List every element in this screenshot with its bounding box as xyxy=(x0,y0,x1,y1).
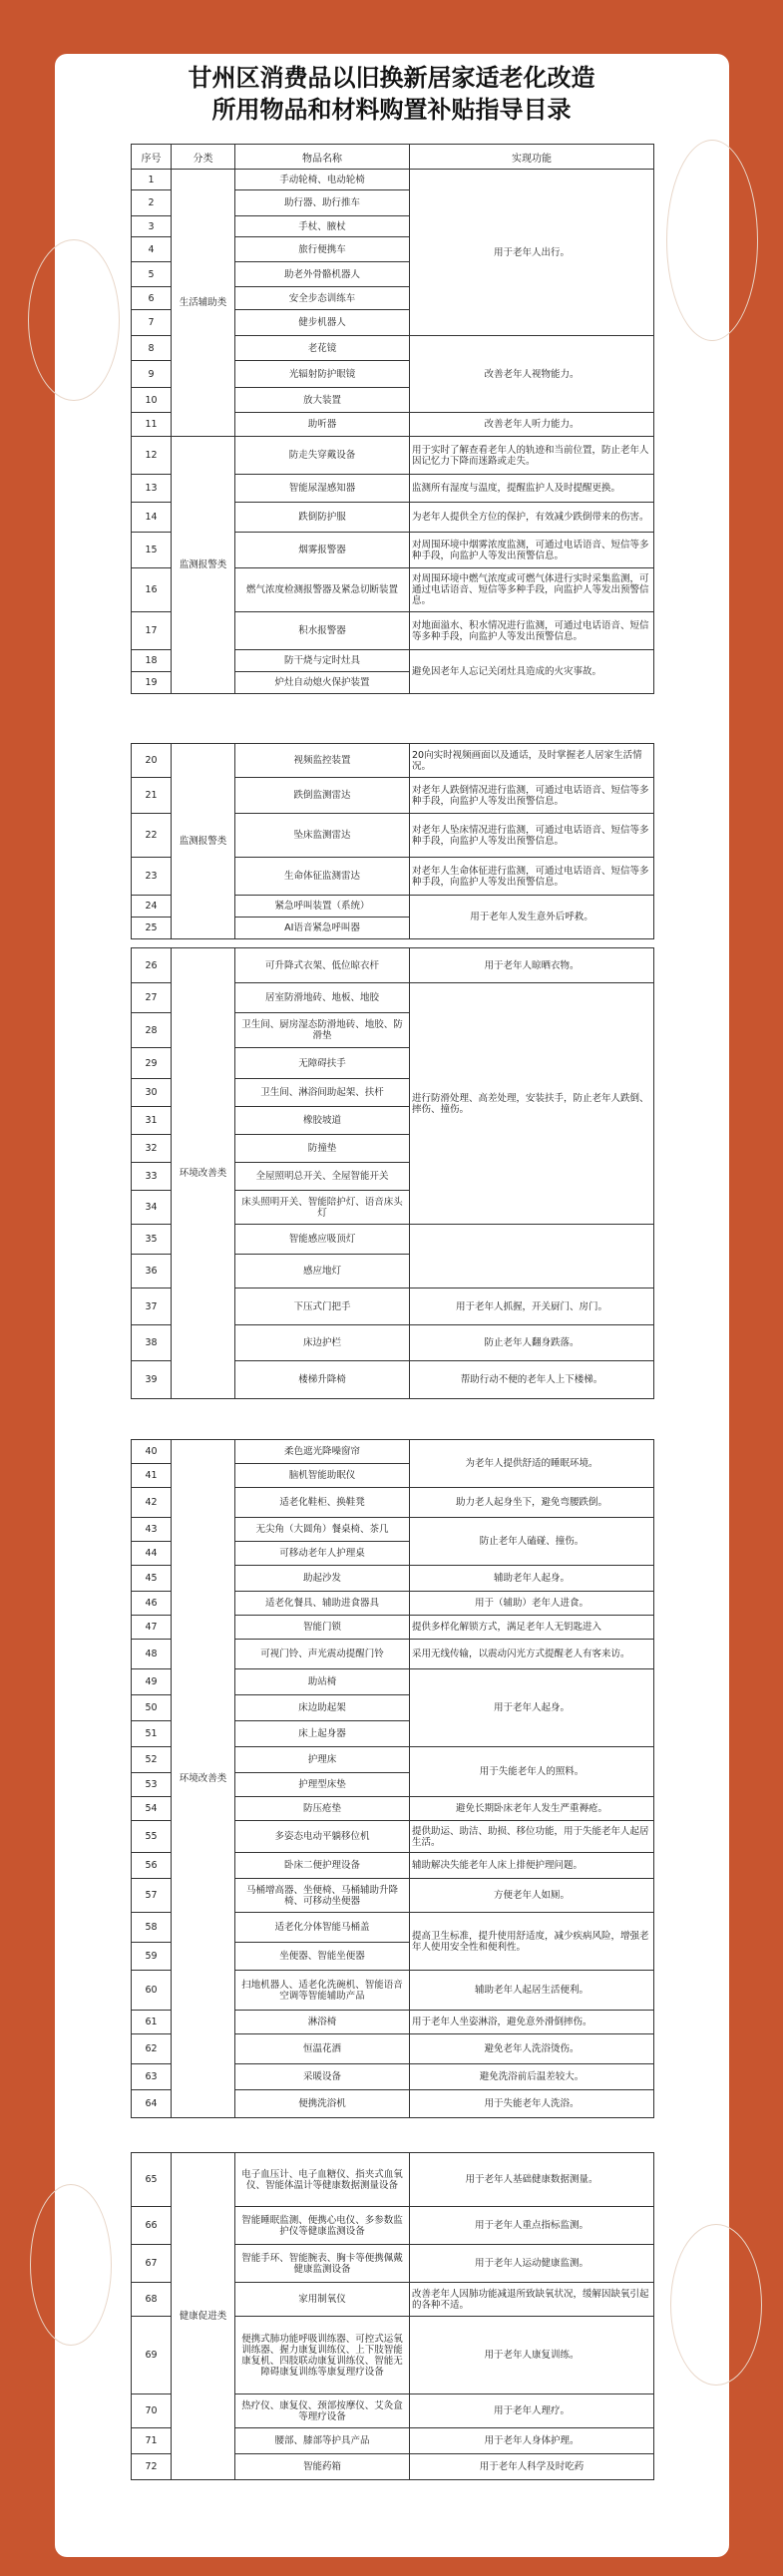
item-name-cell: 智能药箱 xyxy=(235,2454,410,2480)
item-name-cell: 适老化餐具、辅助进食器具 xyxy=(235,1592,410,1616)
row-number-cell: 13 xyxy=(132,475,172,503)
table-header-row xyxy=(132,145,654,170)
decorative-flourish-bottom-left xyxy=(30,2184,112,2346)
row-number-cell: 55 xyxy=(132,1821,172,1853)
function-cell: 为老年人提供舒适的睡眠环境。 xyxy=(410,1440,654,1488)
row-number-cell: 35 xyxy=(132,1225,172,1255)
row-number-cell: 43 xyxy=(132,1518,172,1542)
function-cell: 辅助解决失能老年人床上排便护理问题。 xyxy=(410,1853,654,1879)
item-name-cell: 楼梯升降椅 xyxy=(235,1361,410,1399)
row-number-cell: 49 xyxy=(132,1669,172,1695)
row-number-cell: 57 xyxy=(132,1879,172,1913)
item-name-cell: 家用制氧仪 xyxy=(235,2283,410,2317)
item-name-cell: 防撞垫 xyxy=(235,1135,410,1163)
item-name-cell: 床边护栏 xyxy=(235,1325,410,1361)
function-cell: 监测所有湿度与温度，提醒监护人及时提醒更换。 xyxy=(410,475,654,503)
function-cell: 助力老人起身坐下，避免弯腰跌倒。 xyxy=(410,1488,654,1518)
function-cell: 提供助运、助洁、助损、移位功能，用于失能老年人起居生活。 xyxy=(410,1821,654,1853)
item-name-cell: 坐便器、智能坐便器 xyxy=(235,1943,410,1971)
row-number-cell: 12 xyxy=(132,437,172,475)
function-cell: 采用无线传输，以震动闪光方式提醒老人有客来访。 xyxy=(410,1640,654,1669)
item-name-cell: 脑机智能助眠仪 xyxy=(235,1464,410,1488)
function-cell: 防止老年人磕碰、撞伤。 xyxy=(410,1518,654,1566)
row-number-cell: 60 xyxy=(132,1971,172,2011)
row-number-cell: 2 xyxy=(132,190,172,216)
function-cell: 用于老年人抓握，开关厨门、房门。 xyxy=(410,1288,654,1325)
item-name-cell: 助老外骨骼机器人 xyxy=(235,262,410,287)
function-cell: 用于实时了解查看老年人的轨迹和当前位置，防止老年人因记忆力下降而迷路或走失。 xyxy=(410,437,654,475)
function-cell: 对周围环境中燃气浓度或可燃气体进行实时采集监测，可通过电话语音、短信等多种手段，向监护人等发出预警信息。 xyxy=(410,568,654,612)
item-name-cell: 老花镜 xyxy=(235,336,410,361)
row-number-cell: 45 xyxy=(132,1566,172,1592)
row-number-cell: 69 xyxy=(132,2317,172,2394)
table-segment xyxy=(131,743,653,939)
row-number-cell: 65 xyxy=(132,2153,172,2207)
function-cell: 避免长期卧床老年人发生严重褥疮。 xyxy=(410,1797,654,1821)
row-number-cell: 5 xyxy=(132,262,172,287)
decorative-flourish-bottom-right xyxy=(670,2224,762,2386)
item-name-cell: 卫生间、淋浴间助起架、扶杆 xyxy=(235,1079,410,1107)
item-name-cell: 智能睡眠监测、便携心电仪、多参数监护仪等健康监测设备 xyxy=(235,2207,410,2245)
item-name-cell: 热疗仪、康复仪、颈部按摩仪、艾灸盒等理疗设备 xyxy=(235,2394,410,2428)
row-number-cell: 38 xyxy=(132,1325,172,1361)
category-cell: 环境改善类 xyxy=(172,948,235,1399)
column-header: 序号 xyxy=(132,145,172,170)
table-segment xyxy=(131,2152,653,2480)
row-number-cell: 58 xyxy=(132,1913,172,1943)
item-name-cell: 柔色遮光降噪窗帘 xyxy=(235,1440,410,1464)
row-number-cell: 30 xyxy=(132,1079,172,1107)
title-line-1: 甘州区消费品以旧换新居家适老化改造 xyxy=(188,63,595,92)
row-number-cell: 62 xyxy=(132,2034,172,2064)
function-cell: 进行防滑处理、高差处理，安装扶手，防止老年人跌倒、摔伤、撞伤。 xyxy=(410,983,654,1225)
function-cell: 辅助老年人起身。 xyxy=(410,1566,654,1592)
item-name-cell: 智能尿湿感知器 xyxy=(235,475,410,503)
row-number-cell: 61 xyxy=(132,2011,172,2034)
table-row xyxy=(132,2153,654,2207)
category-cell: 监测报警类 xyxy=(172,437,235,694)
row-number-cell: 7 xyxy=(132,310,172,336)
row-number-cell: 10 xyxy=(132,388,172,413)
item-name-cell: 跌倒监测雷达 xyxy=(235,778,410,814)
item-name-cell: 手杖、腋杖 xyxy=(235,216,410,237)
item-name-cell: 床上起身器 xyxy=(235,1721,410,1747)
item-name-cell: 智能门锁 xyxy=(235,1616,410,1640)
row-number-cell: 15 xyxy=(132,533,172,568)
row-number-cell: 14 xyxy=(132,503,172,533)
item-name-cell: 适老化鞋柜、换鞋凳 xyxy=(235,1488,410,1518)
category-cell: 健康促进类 xyxy=(172,2153,235,2480)
row-number-cell: 22 xyxy=(132,814,172,858)
function-cell: 改善老年人视物能力。 xyxy=(410,336,654,413)
decorative-flourish-right xyxy=(666,140,758,341)
row-number-cell: 23 xyxy=(132,858,172,896)
item-name-cell: 采暖设备 xyxy=(235,2064,410,2090)
item-name-cell: 智能感应吸顶灯 xyxy=(235,1225,410,1255)
item-name-cell: 可升降式衣架、低位晾衣杆 xyxy=(235,948,410,983)
function-cell: 提供多样化解锁方式，满足老年人无钥匙进入 xyxy=(410,1616,654,1640)
table-row xyxy=(132,170,654,190)
row-number-cell: 51 xyxy=(132,1721,172,1747)
item-name-cell: 扫地机器人、适老化洗碗机、智能语音空调等智能辅助产品 xyxy=(235,1971,410,2011)
row-number-cell: 11 xyxy=(132,413,172,437)
function-cell: 防止老年人翻身跌落。 xyxy=(410,1325,654,1361)
row-number-cell: 1 xyxy=(132,170,172,190)
function-cell: 提高卫生标准，提升使用舒适度，减少疾病风险，增强老年人使用安全性和便利性。 xyxy=(410,1913,654,1971)
function-cell: 用于（辅助）老年人进食。 xyxy=(410,1592,654,1616)
row-number-cell: 27 xyxy=(132,983,172,1013)
item-name-cell: 视频监控装置 xyxy=(235,744,410,778)
item-name-cell: 床边助起架 xyxy=(235,1695,410,1721)
function-cell: 用于老年人科学及时吃药 xyxy=(410,2454,654,2480)
item-name-cell: 适老化分体智能马桶盖 xyxy=(235,1913,410,1943)
item-name-cell: 电子血压计、电子血糖仪、指夹式血氧仪、智能体温计等健康数据测量设备 xyxy=(235,2153,410,2207)
row-number-cell: 31 xyxy=(132,1107,172,1135)
column-header: 分类 xyxy=(172,145,235,170)
row-number-cell: 54 xyxy=(132,1797,172,1821)
item-name-cell: 助听器 xyxy=(235,413,410,437)
row-number-cell: 53 xyxy=(132,1773,172,1797)
function-cell: 避免洗浴前后温差较大。 xyxy=(410,2064,654,2090)
category-cell: 监测报警类 xyxy=(172,744,235,939)
column-header: 实现功能 xyxy=(410,145,654,170)
function-cell: 用于老年人理疗。 xyxy=(410,2394,654,2428)
item-name-cell: 无障碍扶手 xyxy=(235,1048,410,1079)
row-number-cell: 29 xyxy=(132,1048,172,1079)
item-name-cell: 居室防滑地砖、地板、地胶 xyxy=(235,983,410,1013)
row-number-cell: 3 xyxy=(132,216,172,237)
column-header: 物品名称 xyxy=(235,145,410,170)
item-name-cell: 下压式门把手 xyxy=(235,1288,410,1325)
item-name-cell: 床头照明开关、智能陪护灯、语音床头灯 xyxy=(235,1191,410,1225)
row-number-cell: 8 xyxy=(132,336,172,361)
item-name-cell: 腰部、膝部等护具产品 xyxy=(235,2428,410,2454)
row-number-cell: 34 xyxy=(132,1191,172,1225)
item-name-cell: 生命体征监测雷达 xyxy=(235,858,410,896)
item-name-cell: 安全步态训练车 xyxy=(235,287,410,310)
item-name-cell: 可移动老年人护理桌 xyxy=(235,1542,410,1566)
item-name-cell: 紧急呼叫装置（系统） xyxy=(235,896,410,918)
item-name-cell: 坠床监测雷达 xyxy=(235,814,410,858)
function-cell: 用于老年人起身。 xyxy=(410,1669,654,1747)
function-cell: 用于老年人发生意外后呼救。 xyxy=(410,896,654,939)
function-cell: 用于老年人坐姿淋浴，避免意外滑倒摔伤。 xyxy=(410,2011,654,2034)
function-cell: 对老年人生命体征进行监测，可通过电话语音、短信等多种手段，向监护人等发出预警信息。 xyxy=(410,858,654,896)
function-cell: 帮助行动不便的老年人上下楼梯。 xyxy=(410,1361,654,1399)
item-name-cell: 光辐射防护眼镜 xyxy=(235,361,410,388)
function-cell: 避免因老年人忘记关闭灶具造成的火灾事故。 xyxy=(410,650,654,694)
function-cell: 对老年人坠床情况进行监测，可通过电话语音、短信等多种手段，向监护人等发出预警信息。 xyxy=(410,814,654,858)
row-number-cell: 46 xyxy=(132,1592,172,1616)
table-row xyxy=(132,948,654,983)
function-cell: 用于老年人重点指标监测。 xyxy=(410,2207,654,2245)
item-name-cell: 卫生间、厨房湿态防滑地砖、地胶、防滑垫 xyxy=(235,1013,410,1048)
row-number-cell: 32 xyxy=(132,1135,172,1163)
item-name-cell: 助行器、助行推车 xyxy=(235,190,410,216)
row-number-cell: 16 xyxy=(132,568,172,612)
table-segment xyxy=(131,1439,653,2118)
table-row xyxy=(132,744,654,778)
row-number-cell: 72 xyxy=(132,2454,172,2480)
row-number-cell: 63 xyxy=(132,2064,172,2090)
item-name-cell: 卧床二便护理设备 xyxy=(235,1853,410,1879)
function-cell: 用于老年人身体护理。 xyxy=(410,2428,654,2454)
item-name-cell: 炉灶自动熄火保护装置 xyxy=(235,672,410,694)
item-name-cell: 积水报警器 xyxy=(235,612,410,650)
row-number-cell: 52 xyxy=(132,1747,172,1773)
item-name-cell: 橡胶坡道 xyxy=(235,1107,410,1135)
row-number-cell: 56 xyxy=(132,1853,172,1879)
item-name-cell: 智能手环、智能腕表、胸卡等便携佩戴健康监测设备 xyxy=(235,2245,410,2283)
item-name-cell: 防走失穿戴设备 xyxy=(235,437,410,475)
item-name-cell: 燃气浓度检测报警器及紧急切断装置 xyxy=(235,568,410,612)
row-number-cell: 68 xyxy=(132,2283,172,2317)
row-number-cell: 59 xyxy=(132,1943,172,1971)
row-number-cell: 70 xyxy=(132,2394,172,2428)
function-cell: 用于老年人运动健康监测。 xyxy=(410,2245,654,2283)
item-name-cell: 马桶增高器、坐便椅、马桶辅助升降椅、可移动坐便器 xyxy=(235,1879,410,1913)
row-number-cell: 48 xyxy=(132,1640,172,1669)
row-number-cell: 4 xyxy=(132,237,172,262)
category-cell: 环境改善类 xyxy=(172,1440,235,2118)
item-name-cell: 防干烧与定时灶具 xyxy=(235,650,410,672)
row-number-cell: 40 xyxy=(132,1440,172,1464)
row-number-cell: 18 xyxy=(132,650,172,672)
table-row xyxy=(132,437,654,475)
item-name-cell: 烟雾报警器 xyxy=(235,533,410,568)
row-number-cell: 21 xyxy=(132,778,172,814)
row-number-cell: 67 xyxy=(132,2245,172,2283)
row-number-cell: 50 xyxy=(132,1695,172,1721)
row-number-cell: 39 xyxy=(132,1361,172,1399)
item-name-cell: 无尖角（大圆角）餐桌椅、茶几 xyxy=(235,1518,410,1542)
category-cell: 生活辅助类 xyxy=(172,170,235,437)
row-number-cell: 20 xyxy=(132,744,172,778)
item-name-cell: 恒温花洒 xyxy=(235,2034,410,2064)
function-cell: 对周围环境中烟雾浓度监测，可通过电话语音、短信等多种手段，向监护人等发出预警信息。 xyxy=(410,533,654,568)
function-cell: 避免老年人洗浴烫伤。 xyxy=(410,2034,654,2064)
function-cell: 辅助老年人起居生活便利。 xyxy=(410,1971,654,2011)
row-number-cell: 64 xyxy=(132,2090,172,2118)
row-number-cell: 17 xyxy=(132,612,172,650)
function-cell: 用于老年人基础健康数据测量。 xyxy=(410,2153,654,2207)
item-name-cell: 旅行便携车 xyxy=(235,237,410,262)
item-name-cell: 护理床 xyxy=(235,1747,410,1773)
title-line-2: 所用物品和材料购置补贴指导目录 xyxy=(211,95,572,124)
item-name-cell: 助起沙发 xyxy=(235,1566,410,1592)
function-cell: 对老年人跌倒情况进行监测，可通过电话语音、短信等多种手段，向监护人等发出预警信息。 xyxy=(410,778,654,814)
function-cell: 20向实时视频画面以及通话，及时掌握老人居家生活情况。 xyxy=(410,744,654,778)
item-name-cell: 护理型床垫 xyxy=(235,1773,410,1797)
row-number-cell: 26 xyxy=(132,948,172,983)
function-cell: 为老年人提供全方位的保护，有效减少跌倒带来的伤害。 xyxy=(410,503,654,533)
item-name-cell: 可视门铃、声光震动提醒门铃 xyxy=(235,1640,410,1669)
item-name-cell: 感应地灯 xyxy=(235,1255,410,1288)
page-title xyxy=(0,62,783,126)
row-number-cell: 36 xyxy=(132,1255,172,1288)
decorative-flourish-left xyxy=(28,239,120,401)
item-name-cell: AI语音紧急呼叫器 xyxy=(235,918,410,939)
row-number-cell: 25 xyxy=(132,918,172,939)
row-number-cell: 47 xyxy=(132,1616,172,1640)
item-name-cell: 放大装置 xyxy=(235,388,410,413)
function-cell: 改善老年人因肺功能减退所致缺氧状况，缓解因缺氧引起的各种不适。 xyxy=(410,2283,654,2317)
row-number-cell: 6 xyxy=(132,287,172,310)
function-cell: 对地面溢水、积水情况进行监测，可通过电话语音、短信等多种手段，向监护人等发出预警信息。 xyxy=(410,612,654,650)
function-cell: 用于老年人晾晒衣物。 xyxy=(410,948,654,983)
item-name-cell: 健步机器人 xyxy=(235,310,410,336)
function-cell: 用于失能老年人的照料。 xyxy=(410,1747,654,1797)
item-name-cell: 助站椅 xyxy=(235,1669,410,1695)
row-number-cell: 71 xyxy=(132,2428,172,2454)
function-cell: 用于失能老年人洗浴。 xyxy=(410,2090,654,2118)
function-cell: 用于老年人康复训练。 xyxy=(410,2317,654,2394)
item-name-cell: 手动轮椅、电动轮椅 xyxy=(235,170,410,190)
table-segment xyxy=(131,144,653,694)
item-name-cell: 淋浴椅 xyxy=(235,2011,410,2034)
item-name-cell: 防压疮垫 xyxy=(235,1797,410,1821)
row-number-cell: 66 xyxy=(132,2207,172,2245)
row-number-cell: 44 xyxy=(132,1542,172,1566)
item-name-cell: 跌倒防护服 xyxy=(235,503,410,533)
row-number-cell: 42 xyxy=(132,1488,172,1518)
row-number-cell: 28 xyxy=(132,1013,172,1048)
row-number-cell: 9 xyxy=(132,361,172,388)
row-number-cell: 37 xyxy=(132,1288,172,1325)
function-cell: 用于老年人出行。 xyxy=(410,170,654,336)
function-cell: 方便老年人如厕。 xyxy=(410,1879,654,1913)
item-name-cell: 便携式肺功能呼吸训练器、可控式运氧训练器、握力康复训练仪、上下肢智能康复机、四肢联动康复训练仪、智能无障碍康复训练等康复理疗设备 xyxy=(235,2317,410,2394)
item-name-cell: 全屋照明总开关、全屋智能开关 xyxy=(235,1163,410,1191)
function-cell: 改善老年人听力能力。 xyxy=(410,413,654,437)
row-number-cell: 19 xyxy=(132,672,172,694)
item-name-cell: 便携洗浴机 xyxy=(235,2090,410,2118)
row-number-cell: 33 xyxy=(132,1163,172,1191)
row-number-cell: 41 xyxy=(132,1464,172,1488)
table-row xyxy=(132,1440,654,1464)
row-number-cell: 24 xyxy=(132,896,172,918)
table-segment xyxy=(131,947,653,1399)
item-name-cell: 多姿态电动平躺移位机 xyxy=(235,1821,410,1853)
